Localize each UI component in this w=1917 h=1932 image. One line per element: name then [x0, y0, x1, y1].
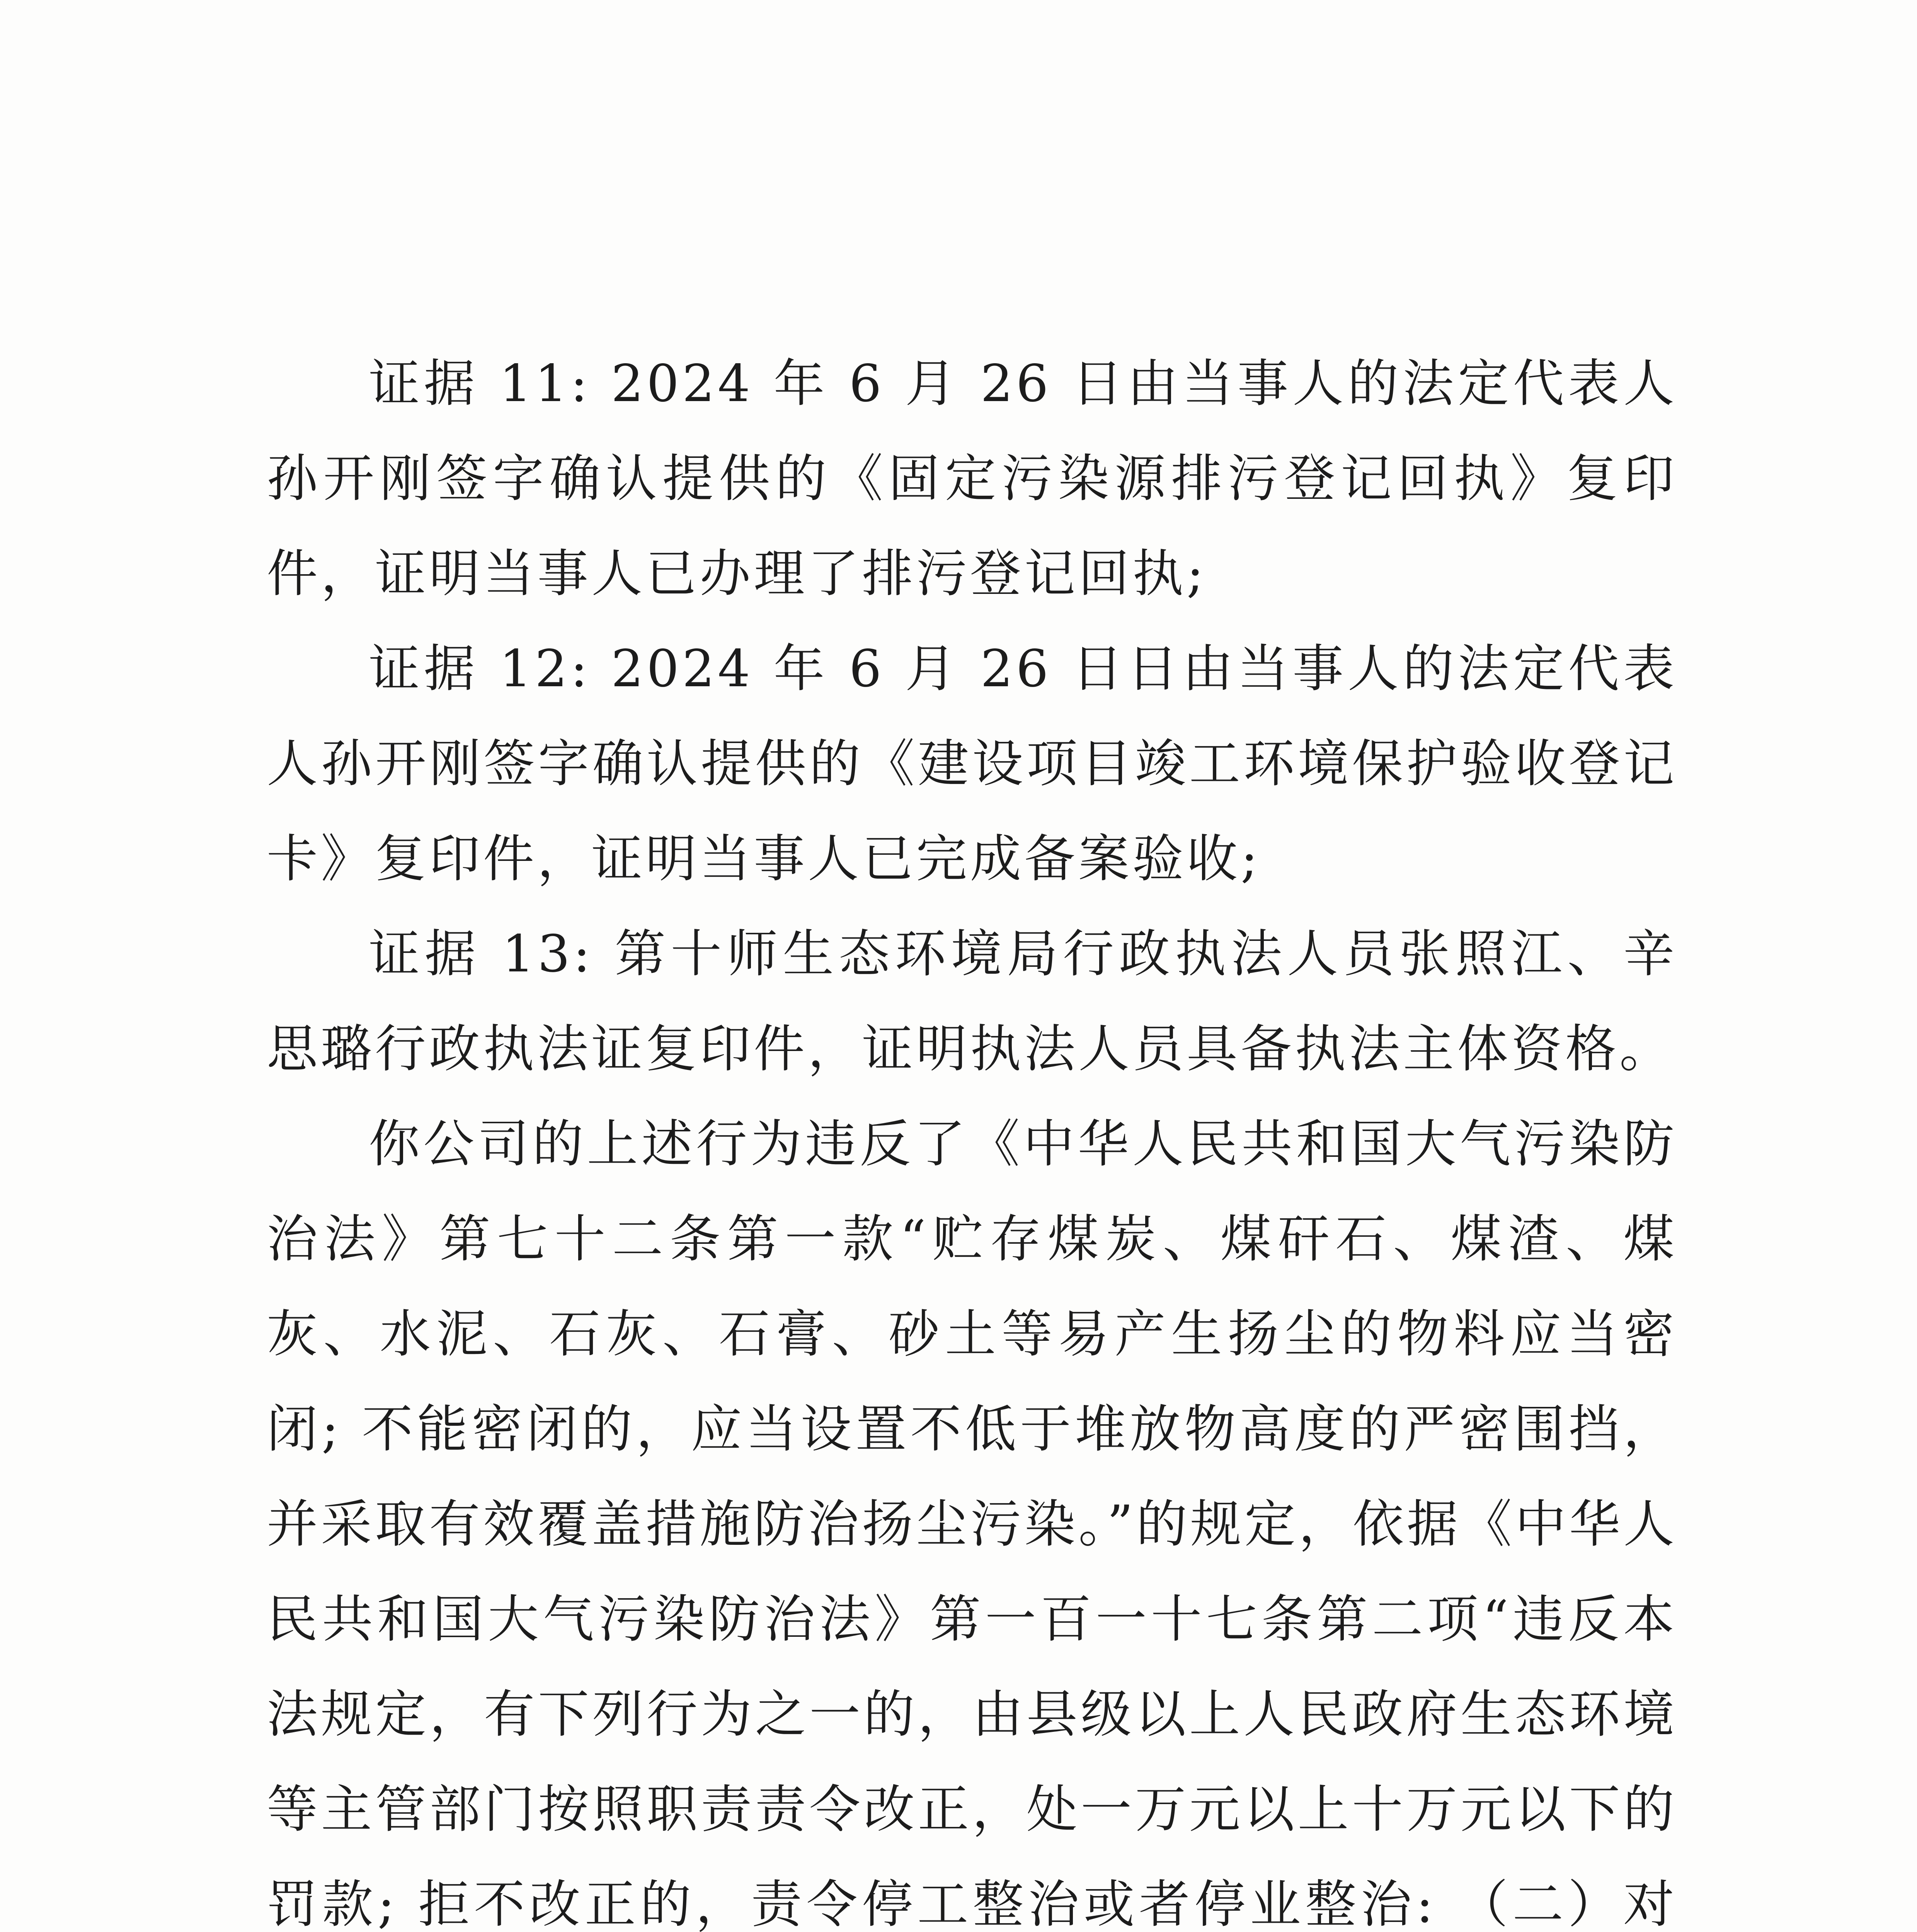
- paragraph-violation: 你公司的上述行为违反了《中华人民共和国大气污染防治法》第七十二条第一款“贮存煤炭、煤矸石、煤渣、煤灰、水泥、石灰、石膏、砂土等易产生扬尘的物料应当密闭; 不能密闭的，应当设置不低于堆放物高度的严密围挡，并采取有效覆盖措施防治扬尘污染。”的规定，依据《中华人民共和国大气污染防治法》第一百一十七条第二项“违反本法规定，有下列行为之一的，由县级以上人民政府生态环境等主管部门按照职责责令改正，处一万元以上十万元以下的罚款; 拒不改正的，责令停工整治或者停业整治: （二）对: [267, 1114, 1677, 1932]
- paragraph-evidence-11: 证据 11: 2024 年 6 月 26 日由当事人的法定代表人孙开刚签字确认提供的《固定污染源排污登记回执》复印件，证明当事人已办理了排污登记回执;: [267, 354, 1677, 604]
- paragraph-evidence-12: 证据 12: 2024 年 6 月 26 日日由当事人的法定代表人孙开刚签字确认提供的《建设项目竣工环境保护验收登记卡》复印件，证明当事人已完成备案验收;: [267, 639, 1677, 889]
- document-body: [267, 336, 1677, 1932]
- paragraph-evidence-13: 证据 13: 第十师生态环境局行政执法人员张照江、辛思璐行政执法证复印件，证明执法人员具备执法主体资格。: [267, 924, 1677, 1079]
